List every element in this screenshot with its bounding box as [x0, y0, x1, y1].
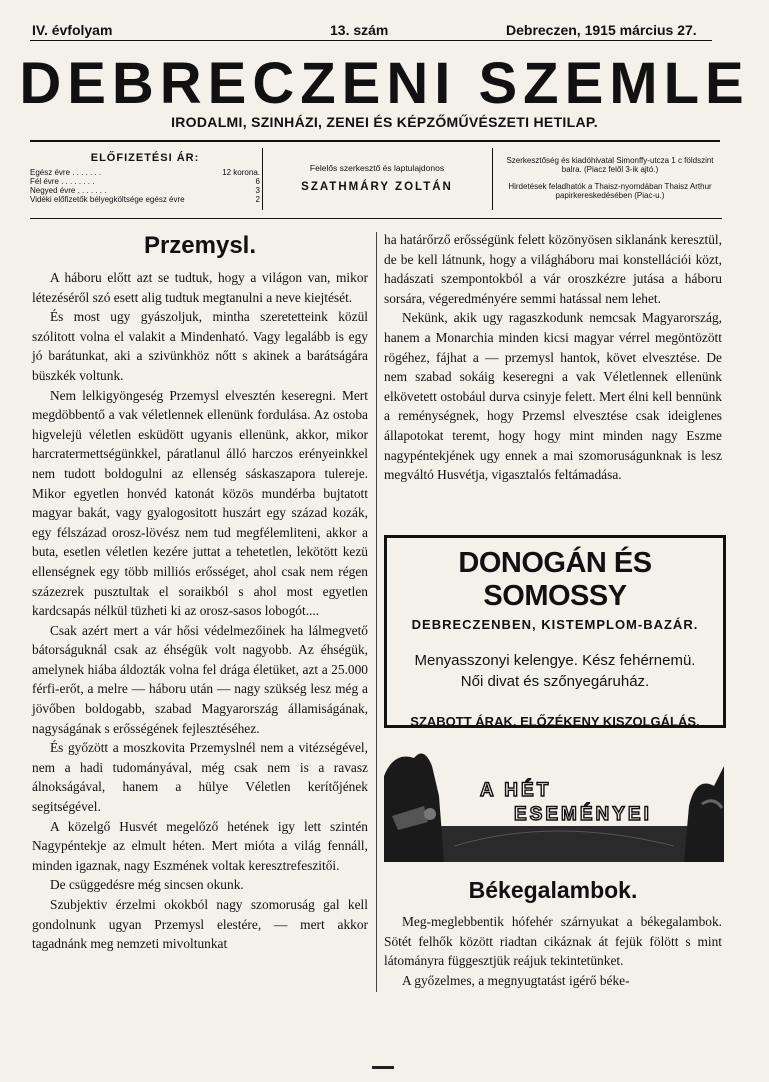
subscription-period: Fél évre . . . . . . . .	[30, 177, 95, 186]
editor-name: SZATHMÁRY ZOLTÁN	[301, 181, 453, 193]
article-paragraph: A háboru előtt azt se tudtuk, hogy a világon van, mikor létezéséről szó esett alig tudtuk megtanulni a neve kiejtését.	[32, 270, 368, 305]
volume-label: IV. évfolyam	[32, 22, 113, 38]
subscription-period: Negyed évre . . . . . . .	[30, 186, 107, 195]
article-przemysl	[32, 232, 368, 954]
advert-goods: Menyasszonyi kelengye. Kész fehérnemü. Női divat és szőnyegáruház.	[414, 652, 696, 690]
subscription-price: 2	[255, 195, 260, 204]
subscription-period: Vidéki előfizetők bélyegköltsége egész évre	[30, 195, 185, 204]
subscription-price: 6	[255, 177, 260, 186]
section-banner-illustration	[384, 746, 724, 862]
article-paragraph: Meg-meglebbentik hófehér szárnyukat a békegalambok. Sötét felhők között riadtan cikáznak át fejük fölött s mint látományra függesztjük reájuk tekintetünket.	[384, 914, 722, 969]
article-paragraph: És győzött a moszkovita Przemyslnél nem a vitézségével, nem a hadi tudományával, még csak nem is a ravasz álnokságával, hanem a hülye Véletlen kerítőjének segitségével.	[32, 740, 368, 815]
advert-location: DEBRECZENBEN, KISTEMPLOM-BAZÁR.	[411, 617, 699, 632]
advert-company-name: DONOGÁN ÉS SOMOSSY	[458, 547, 652, 612]
article-paragraph: A közelgő Husvét megelőző hetének igy lett szintén Nagypéntekje az elmult héten. Mert mióta a világ fennáll, minden igaznak, nagy Eszmének voltak keresztrefeszitői.	[32, 818, 368, 873]
subscription-rows	[30, 168, 260, 204]
subscription-row	[30, 168, 260, 177]
subscription-row	[30, 186, 260, 195]
office-box	[498, 144, 722, 214]
article-paragraph: ha határőrző erősségünk felett közönyösen siklanánk keresztül, de be kell látnunk, hogy a világháboru mai konstellációi közt, hadászati szempontokból a vár oroszkézre jutása a háboru sorsára, végeredményére semmi hatással nem lehet.	[384, 232, 722, 306]
article-bekegalambok	[384, 876, 722, 990]
advertising-info: Hirdetések feladhatók a Thaisz-nyomdában Thaisz Arthur papirkereskedésében (Piac-u.)	[508, 182, 712, 200]
banner-text-line1: A HÉT	[480, 780, 552, 801]
banner-text-line2: ESEMÉNYEI	[514, 804, 652, 825]
advert-slogan: SZABOTT ÁRAK. ELŐZÉKENY KISZOLGÁLÁS.	[410, 714, 700, 729]
article-paragraph: És most ugy gyászoljuk, mintha szeretetteink közül szólitott volna el valakit a Mindenható. Vagy legalább is egy jó barátunkat, aki a szivünkhöz nőtt s akinek a barátságára büszkék voltunk.	[32, 309, 368, 383]
subscription-row	[30, 195, 260, 204]
column-divider	[376, 232, 377, 992]
subscription-box	[30, 144, 260, 214]
subscription-price: 3	[255, 186, 260, 195]
office-address: Szerkesztőség és kiadóhivatal Simonffy-utcza 1 c földszint balra. (Piacz felől 3-ik ajtó.)	[506, 156, 714, 174]
masthead-rule	[30, 140, 720, 142]
editor-box	[266, 144, 488, 214]
subscription-period: Egész évre . . . . . . .	[30, 168, 102, 177]
info-divider-1	[262, 148, 263, 210]
issue-number: 13. szám	[330, 22, 389, 38]
article-continuation	[384, 230, 722, 485]
article-paragraph: De csüggedésre még sincsen okunk.	[50, 877, 244, 893]
article-paragraph: Csak azért mert a vár hősi védelmezőinek ha lálmegvető bátorságuknál csak az éhségük volt nagyobb. Az éhségük, amelynek hiába áldozták volna fel drága életüket, azt a 25.000 férfi-erőt, a melre — háboru után — nagy szükség lesz még a jövőben boldogabb, szabad Magyarország államiságának, nagyságának s erősségének fejlesztéséhez.	[32, 622, 368, 736]
info-rule	[30, 218, 722, 219]
subscription-row	[30, 177, 260, 186]
header-rule	[30, 40, 712, 41]
newspaper-subtitle: IRODALMI, SZINHÁZI, ZENEI ÉS KÉPZŐMŰVÉSZETI HETILAP.	[171, 114, 598, 130]
advertisement-donogan	[384, 535, 726, 728]
editor-role: Felelős szerkesztő és laptulajdonos	[309, 163, 445, 173]
subscription-heading: ELŐFIZETÉSI ÁR:	[90, 152, 200, 164]
page-ornament	[372, 1066, 394, 1069]
newspaper-title: DEBRECZENI SZEMLE	[19, 51, 750, 116]
article-paragraph: Szubjektiv érzelmi okokból nagy szomoruság gal kell gondolnunk ugyan Przemysl elestére, — mert akkor tagadnánk meg nemzeti mivoltunkat	[32, 897, 368, 952]
article-paragraph: Nem lelkigyöngeség Przemysl elvesztén keseregni. Mert megdöbbentő a vak véletlennek ellenünk fordulása. Az ostoba higvelejü véletlen esküdött ugyanis ellenünk, akkor, mikor harcratermettségünkkel, páratlanul álló harczos erényeinkkel nem tudott boldogulni az ellenség sáskaszapora tulereje. Mikor egyetlen honvéd katonát közös mundérba bujtatott magyar bakát, vagy gyalogositott huszárt egy század kozák, egy félszázad orosz-lövész nem tud megfélemliteni, akkor a buta, esetlen véletlen kezére juttat a tehetetlen, lekötött kezü ellenségnek egy több milliós erősséget, ahol csak nem régen százezrek pusztultak el soraikból s ahol most egyetlen kardcsapás nélkül tüzheti ki az orosz-sasos lobogót....	[32, 387, 368, 619]
info-divider-2	[492, 148, 493, 210]
article-paragraph: Nekünk, akik ugy ragaszkodunk nemcsak Magyarország, hanem a Monarchia minden kicsi magyar vérrel megöntözött rögéhez, fájhat a — przemysl hantok, követ elvesztése. De nem szabad sokáig keseregni a vak Véletlennek ellenünk elkövetett ostobául durva csinyje felett. Mert élni kell bennünk a reménységnek, hogy Przemsl elvesztése csak ideiglenes állapotokat teremt, hogy hogy mint minden nagy Eszme nagypéntekjének ugy ennek a mai szomoruságunknak is lesz megváltó Husvétja, vigasztalós feltámadása.	[384, 310, 722, 483]
banner-drawing	[384, 746, 724, 862]
article-title: Przemysl.	[143, 232, 257, 259]
subscription-price: 12 korona.	[222, 168, 260, 177]
article-paragraph: A győzelmes, a megnyugtatást igérő béke-	[402, 972, 630, 988]
article-title: Békegalambok.	[468, 877, 638, 903]
place-date: Debreczen, 1915 március 27.	[506, 22, 697, 38]
